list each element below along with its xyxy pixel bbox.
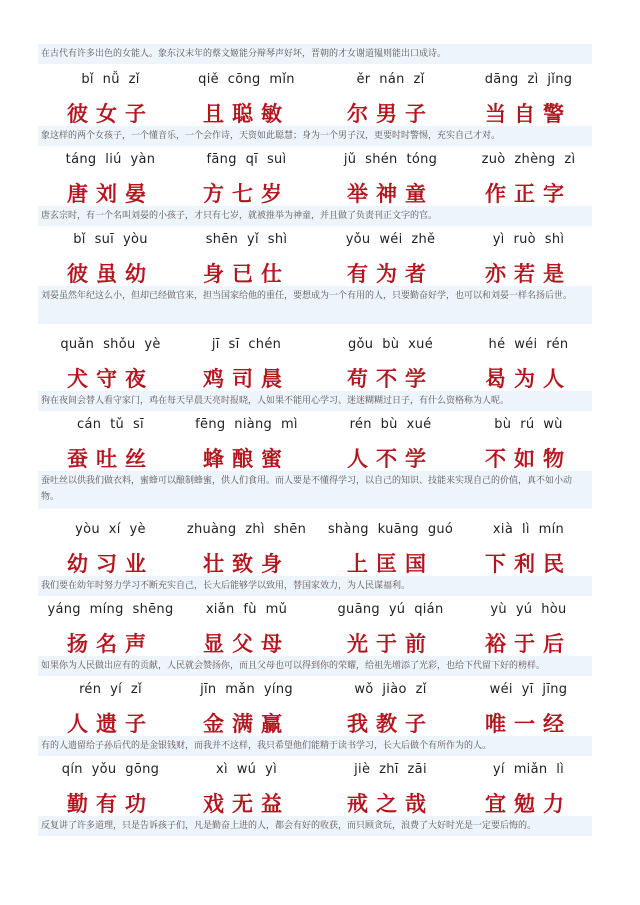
verse-phrase <box>38 72 183 130</box>
verse-row <box>38 417 592 475</box>
verse-phrase <box>456 152 601 210</box>
hanzi-text: 当自警 <box>485 102 572 126</box>
pinyin-text: fāng qī suì <box>206 152 287 167</box>
verse-phrase <box>318 762 463 820</box>
hanzi-text: 举神童 <box>347 182 434 206</box>
verse-phrase <box>174 682 319 740</box>
verse-phrase <box>318 72 463 130</box>
verse-phrase <box>456 682 601 740</box>
pinyin-text: gǒu bù xué <box>348 337 433 352</box>
pinyin-text: qiě cōng mǐn <box>198 72 295 87</box>
hanzi-text: 蜂酿蜜 <box>203 447 290 471</box>
hanzi-text: 勤有功 <box>67 792 154 816</box>
hanzi-text: 鸡司晨 <box>203 367 290 391</box>
verse-phrase <box>38 232 183 290</box>
hanzi-text: 唯一经 <box>485 712 572 736</box>
verse-phrase <box>38 417 183 475</box>
explanation-note: 我们要在幼年时努力学习不断充实自己，长大后能够学以致用，替国家效力，为人民谋福利。 <box>38 576 592 596</box>
verse-phrase <box>456 762 601 820</box>
hanzi-text: 下利民 <box>485 552 572 576</box>
hanzi-text: 显父母 <box>203 632 290 656</box>
verse-row <box>38 152 592 210</box>
pinyin-text: yáng míng shēng <box>47 602 174 617</box>
pinyin-text: guāng yú qián <box>337 602 444 617</box>
verse-row <box>38 682 592 740</box>
pinyin-text: jī sī chén <box>211 337 282 352</box>
verse-phrase <box>38 762 183 820</box>
hanzi-text: 曷为人 <box>485 367 572 391</box>
verse-phrase <box>318 417 463 475</box>
pinyin-text: quǎn shǒu yè <box>60 337 161 352</box>
hanzi-text: 犬守夜 <box>67 367 154 391</box>
verse-phrase <box>318 232 463 290</box>
verse-phrase <box>38 152 183 210</box>
verse-row <box>38 522 592 580</box>
verse-phrase <box>38 682 183 740</box>
verse-row <box>38 762 592 820</box>
verse-phrase <box>174 72 319 130</box>
verse-phrase <box>174 417 319 475</box>
hanzi-text: 有为者 <box>347 262 434 286</box>
explanation-note: 蚕吐丝以供我们做衣料，蜜蜂可以酿制蜂蜜，供人们食用。而人要是不懂得学习，以自己的知识、技能来实现自己的价值，真不如小动物。 <box>38 471 592 509</box>
hanzi-text: 亦若是 <box>485 262 572 286</box>
hanzi-text: 金满赢 <box>203 712 290 736</box>
hanzi-text: 戏无益 <box>203 792 290 816</box>
explanation-note: 刘晏虽然年纪这么小，但却已经做官来，担当国家给他的重任，要想成为一个有用的人，只要勤奋好学，也可以和刘晏一样名扬后世。 <box>38 286 592 324</box>
pinyin-text: xià lì mín <box>492 522 565 537</box>
verse-phrase <box>318 602 463 660</box>
pinyin-text: fēng niàng mì <box>195 417 298 432</box>
verse-phrase <box>318 682 463 740</box>
verse-phrase <box>318 152 463 210</box>
hanzi-text: 作正字 <box>485 182 572 206</box>
verse-phrase <box>318 337 463 395</box>
pinyin-text: yòu xí yè <box>75 522 146 537</box>
pinyin-text: rén yí zǐ <box>79 682 142 697</box>
explanation-note: 如果你为人民做出应有的贡献，人民就会赞扬你，而且父母也可以得到你的荣耀，给祖先增添了光彩，也给下代留下好的榜样。 <box>38 656 592 676</box>
pinyin-text: wéi yī jīng <box>489 682 568 697</box>
hanzi-text: 蚕吐丝 <box>67 447 154 471</box>
verse-phrase <box>174 762 319 820</box>
hanzi-text: 不如物 <box>485 447 572 471</box>
pinyin-text: zuò zhèng zì <box>481 152 576 167</box>
pinyin-text: jīn mǎn yíng <box>200 682 293 697</box>
intro-note: 在古代有许多出色的女能人。象东汉末年的蔡文姬能分辩琴声好坏，晋朝的才女谢道韫则能出口成诗。 <box>38 44 592 64</box>
hanzi-text: 人不学 <box>347 447 434 471</box>
hanzi-text: 戒之哉 <box>347 792 434 816</box>
hanzi-text: 方七岁 <box>203 182 290 206</box>
pinyin-text: hé wéi rén <box>488 337 569 352</box>
verse-row <box>38 602 592 660</box>
verse-phrase <box>318 522 463 580</box>
hanzi-text: 上匡国 <box>347 552 434 576</box>
pinyin-text: bù rú wù <box>494 417 563 432</box>
pinyin-text: zhuàng zhì shēn <box>186 522 307 537</box>
verse-phrase <box>456 522 601 580</box>
hanzi-text: 壮致身 <box>203 552 290 576</box>
pinyin-text: táng liú yàn <box>65 152 156 167</box>
pinyin-text: yù yú hòu <box>490 602 567 617</box>
pinyin-text: shēn yǐ shì <box>205 232 288 247</box>
pinyin-text: jǔ shén tóng <box>343 152 438 167</box>
verse-phrase <box>174 232 319 290</box>
pinyin-text: rén bù xué <box>349 417 432 432</box>
pinyin-text: jiè zhī zāi <box>354 762 427 777</box>
verse-phrase <box>456 602 601 660</box>
verse-row <box>38 337 592 395</box>
hanzi-text: 我教子 <box>347 712 434 736</box>
pinyin-text: shàng kuāng guó <box>327 522 454 537</box>
hanzi-text: 裕于后 <box>485 632 572 656</box>
pinyin-text: xì wú yì <box>215 762 277 777</box>
verse-phrase <box>456 417 601 475</box>
pinyin-text: qín yǒu gōng <box>61 762 160 777</box>
pinyin-text: yì ruò shì <box>492 232 565 247</box>
hanzi-text: 身已仕 <box>203 262 290 286</box>
pinyin-text: xiǎn fù mǔ <box>205 602 288 617</box>
hanzi-text: 唐刘晏 <box>67 182 154 206</box>
verse-phrase <box>38 337 183 395</box>
pinyin-text: bǐ nǚ zǐ <box>81 72 140 87</box>
hanzi-text: 人遗子 <box>67 712 154 736</box>
explanation-note: 狗在夜间会替人看守家门，鸡在每天早晨天亮时报晓，人如果不能用心学习、迷迷糊糊过日子，有什么资格称为人呢。 <box>38 391 592 411</box>
verse-phrase <box>456 337 601 395</box>
hanzi-text: 且聪敏 <box>203 102 290 126</box>
verse-phrase <box>174 152 319 210</box>
verse-phrase <box>38 602 183 660</box>
verse-phrase <box>174 522 319 580</box>
hanzi-text: 彼虽幼 <box>67 262 154 286</box>
hanzi-text: 彼女子 <box>67 102 154 126</box>
verse-row <box>38 72 592 130</box>
pinyin-text: ěr nán zǐ <box>356 72 425 87</box>
pinyin-text: dāng zì jǐng <box>484 72 573 87</box>
verse-phrase <box>456 72 601 130</box>
explanation-note: 唐玄宗时，有一个名叫刘晏的小孩子，才只有七岁，就被推举为神童，并且做了负责刊正文字的官。 <box>38 206 592 226</box>
pinyin-text: yǒu wéi zhě <box>345 232 436 247</box>
explanation-note: 反复讲了许多道理，只是告诉孩子们，凡是勤奋上进的人，都会有好的收获，而只顾贪玩，浪费了大好时光是一定要后悔的。 <box>38 816 592 836</box>
explanation-note: 象这样的两个女孩子，一个懂音乐，一个会作诗，天资如此聪慧；身为一个男子汉，更要时时警惕，充实自己才对。 <box>38 126 592 146</box>
hanzi-text: 扬名声 <box>67 632 154 656</box>
verse-row <box>38 232 592 290</box>
pinyin-text: cán tǔ sī <box>77 417 144 432</box>
verse-phrase <box>174 337 319 395</box>
hanzi-text: 苟不学 <box>347 367 434 391</box>
hanzi-text: 尔男子 <box>347 102 434 126</box>
pinyin-text: yí miǎn lì <box>492 762 565 777</box>
hanzi-text: 幼习业 <box>67 552 154 576</box>
hanzi-text: 宜勉力 <box>485 792 572 816</box>
verse-phrase <box>456 232 601 290</box>
explanation-note: 有的人遗留给子孙后代的是金银钱财，而我并不这样，我只希望他们能精于读书学习，长大后做个有所作为的人。 <box>38 736 592 756</box>
verse-phrase <box>38 522 183 580</box>
hanzi-text: 光于前 <box>347 632 434 656</box>
pinyin-text: bǐ suī yòu <box>73 232 148 247</box>
verse-phrase <box>174 602 319 660</box>
pinyin-text: wǒ jiào zǐ <box>354 682 427 697</box>
